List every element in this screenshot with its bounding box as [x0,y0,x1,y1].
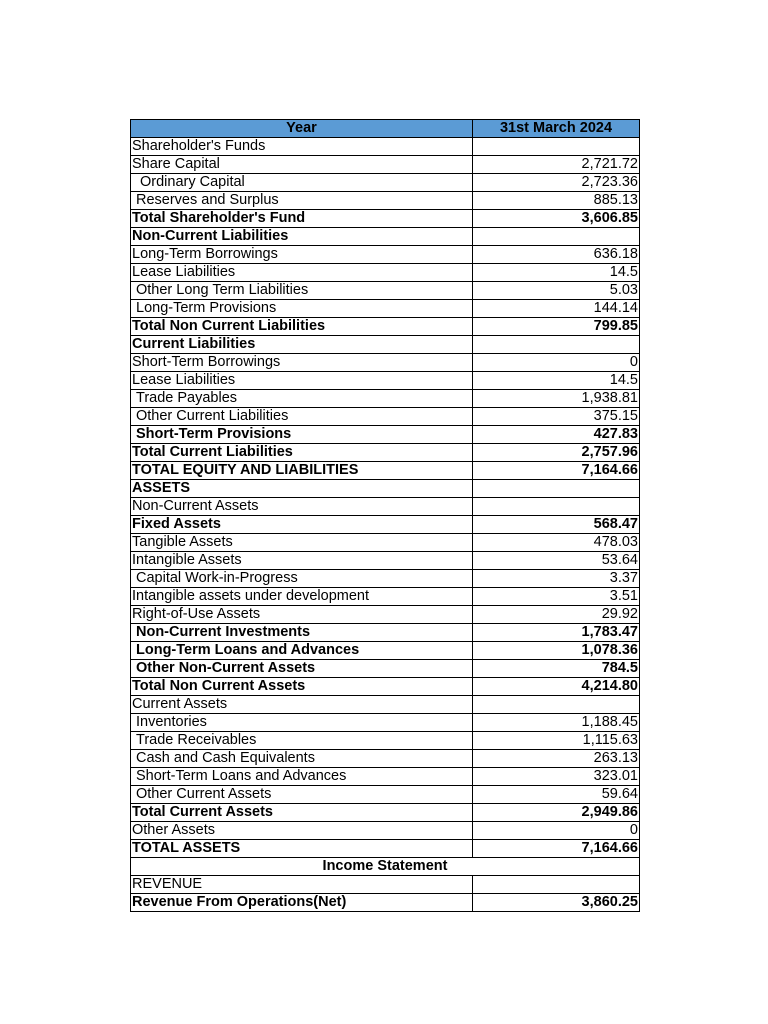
row-value-cell[interactable] [473,696,640,714]
row-value-cell[interactable]: 478.03 [473,534,640,552]
row-label-cell[interactable]: Long-Term Provisions [131,300,473,318]
row-label-cell[interactable]: Tangible Assets [131,534,473,552]
row-label-cell[interactable]: REVENUE [131,876,473,894]
row-value-cell[interactable]: 59.64 [473,786,640,804]
row-value-cell[interactable]: 2,721.72 [473,156,640,174]
row-label-cell[interactable]: Short-Term Borrowings [131,354,473,372]
row-value-cell[interactable]: 799.85 [473,318,640,336]
table-row-cash-and-cash-equivalents [131,750,640,768]
row-value-cell[interactable] [473,228,640,246]
table-row-non-current-assets [131,498,640,516]
table-row-lease-liabilities [131,264,640,282]
row-value-cell[interactable]: 14.5 [473,372,640,390]
row-value-cell[interactable]: 263.13 [473,750,640,768]
balance-sheet-body [131,120,640,912]
row-value-cell[interactable]: 568.47 [473,516,640,534]
table-row-current-assets [131,696,640,714]
row-value-cell[interactable]: 1,115.63 [473,732,640,750]
row-label-cell[interactable]: Capital Work-in-Progress [131,570,473,588]
table-row-long-term-borrowings [131,246,640,264]
table-row-inventories [131,714,640,732]
table-row-short-term-borrowings [131,354,640,372]
row-label-cell[interactable]: Current Liabilities [131,336,473,354]
row-value-cell[interactable]: 1,078.36 [473,642,640,660]
table-row-non-current-liabilities [131,228,640,246]
table-row-other-current-liabilities [131,408,640,426]
row-value-cell[interactable] [473,876,640,894]
table-row-other-long-term-liabilities [131,282,640,300]
table-row-total-non-current-assets [131,678,640,696]
row-label-cell[interactable]: Inventories [131,714,473,732]
row-label-cell[interactable]: Lease Liabilities [131,372,473,390]
row-value-cell[interactable]: 53.64 [473,552,640,570]
row-label-cell[interactable]: Total Non Current Assets [131,678,473,696]
row-label-cell[interactable]: Fixed Assets [131,516,473,534]
header-row [131,120,640,138]
table-row-right-of-use-assets [131,606,640,624]
row-value-cell[interactable]: 2,949.86 [473,804,640,822]
income-statement-title[interactable]: Income Statement [131,858,640,876]
row-value-cell[interactable]: 1,188.45 [473,714,640,732]
row-label-cell[interactable]: Total Shareholder's Fund [131,210,473,228]
row-value-cell[interactable]: 323.01 [473,768,640,786]
table-row-current-liabilities [131,336,640,354]
row-label-cell[interactable]: Long-Term Loans and Advances [131,642,473,660]
row-value-cell[interactable]: 636.18 [473,246,640,264]
row-value-cell[interactable]: 2,723.36 [473,174,640,192]
row-label-cell[interactable]: Non-Current Assets [131,498,473,516]
row-label-cell[interactable]: Shareholder's Funds [131,138,473,156]
table-row-share-capital [131,156,640,174]
table-row-total-assets [131,840,640,858]
table-row-total-current-assets [131,804,640,822]
table-row-intangible-assets-under-development [131,588,640,606]
row-label-cell[interactable]: Total Non Current Liabilities [131,318,473,336]
row-label-cell[interactable]: Other Current Liabilities [131,408,473,426]
table-row-capital-work-in-progress [131,570,640,588]
table-row-total-shareholder-s-fund [131,210,640,228]
row-label-cell[interactable]: Non-Current Investments [131,624,473,642]
row-value-cell[interactable]: 4,214.80 [473,678,640,696]
row-value-cell[interactable] [473,480,640,498]
table-row-shareholder-s-funds [131,138,640,156]
row-value-cell[interactable]: 2,757.96 [473,444,640,462]
row-value-cell[interactable]: 3.37 [473,570,640,588]
row-label-cell[interactable]: Long-Term Borrowings [131,246,473,264]
row-value-cell[interactable]: 7,164.66 [473,462,640,480]
row-value-cell[interactable] [473,498,640,516]
row-value-cell[interactable]: 3,606.85 [473,210,640,228]
row-value-cell[interactable]: 1,938.81 [473,390,640,408]
row-label-cell[interactable]: Total Current Liabilities [131,444,473,462]
table-row-ordinary-capital [131,174,640,192]
row-label-cell[interactable]: Intangible Assets [131,552,473,570]
row-label-cell[interactable]: Right-of-Use Assets [131,606,473,624]
year-header-cell[interactable]: Year [131,120,473,138]
balance-sheet-table [130,119,640,912]
row-value-cell[interactable]: 7,164.66 [473,840,640,858]
table-row-revenue-from-operations-net [131,894,640,912]
row-label-cell[interactable]: Other Current Assets [131,786,473,804]
row-value-cell[interactable]: 0 [473,822,640,840]
table-row-other-non-current-assets [131,660,640,678]
row-value-cell[interactable]: 0 [473,354,640,372]
table-row-intangible-assets [131,552,640,570]
table-row-total-current-liabilities [131,444,640,462]
table-row-other-assets [131,822,640,840]
table-row-tangible-assets [131,534,640,552]
row-label-cell[interactable]: Reserves and Surplus [131,192,473,210]
row-label-cell[interactable]: Trade Payables [131,390,473,408]
row-label-cell[interactable]: TOTAL ASSETS [131,840,473,858]
row-value-cell[interactable]: 1,783.47 [473,624,640,642]
row-label-cell[interactable]: Lease Liabilities [131,264,473,282]
row-label-cell[interactable]: Share Capital [131,156,473,174]
table-row-non-current-investments [131,624,640,642]
row-value-cell[interactable]: 3.51 [473,588,640,606]
row-value-cell[interactable]: 3,860.25 [473,894,640,912]
row-label-cell[interactable]: Total Current Assets [131,804,473,822]
row-label-cell[interactable]: Non-Current Liabilities [131,228,473,246]
row-label-cell[interactable]: ASSETS [131,480,473,498]
table-row-revenue [131,876,640,894]
row-label-cell[interactable]: Short-Term Provisions [131,426,473,444]
row-value-cell[interactable]: 375.15 [473,408,640,426]
table-row-fixed-assets [131,516,640,534]
row-label-cell[interactable]: Intangible assets under development [131,588,473,606]
table-row-total-equity-and-liabilities [131,462,640,480]
row-label-cell[interactable]: Short-Term Loans and Advances [131,768,473,786]
table-row-total-non-current-liabilities [131,318,640,336]
row-label-cell[interactable]: Cash and Cash Equivalents [131,750,473,768]
table-row-short-term-loans-and-advances [131,768,640,786]
income-statement-title-row [131,858,640,876]
table-row-reserves-and-surplus [131,192,640,210]
row-value-cell[interactable] [473,336,640,354]
table-row-assets [131,480,640,498]
row-value-cell[interactable]: 427.83 [473,426,640,444]
table-row-other-current-assets [131,786,640,804]
row-label-cell[interactable]: Ordinary Capital [131,174,473,192]
row-label-cell[interactable]: Other Long Term Liabilities [131,282,473,300]
row-label-cell[interactable]: Revenue From Operations(Net) [131,894,473,912]
date-header-cell[interactable]: 31st March 2024 [473,120,640,138]
row-value-cell[interactable]: 144.14 [473,300,640,318]
row-value-cell[interactable]: 14.5 [473,264,640,282]
row-value-cell[interactable]: 784.5 [473,660,640,678]
row-value-cell[interactable]: 885.13 [473,192,640,210]
table-row-long-term-loans-and-advances [131,642,640,660]
row-value-cell[interactable]: 29.92 [473,606,640,624]
table-row-long-term-provisions [131,300,640,318]
table-row-trade-payables [131,390,640,408]
row-label-cell[interactable]: TOTAL EQUITY AND LIABILITIES [131,462,473,480]
row-label-cell[interactable]: Current Assets [131,696,473,714]
row-value-cell[interactable] [473,138,640,156]
row-label-cell[interactable]: Other Assets [131,822,473,840]
row-value-cell[interactable]: 5.03 [473,282,640,300]
row-label-cell[interactable]: Other Non-Current Assets [131,660,473,678]
table-row-lease-liabilities [131,372,640,390]
table-row-short-term-provisions [131,426,640,444]
table-row-trade-receivables [131,732,640,750]
row-label-cell[interactable]: Trade Receivables [131,732,473,750]
